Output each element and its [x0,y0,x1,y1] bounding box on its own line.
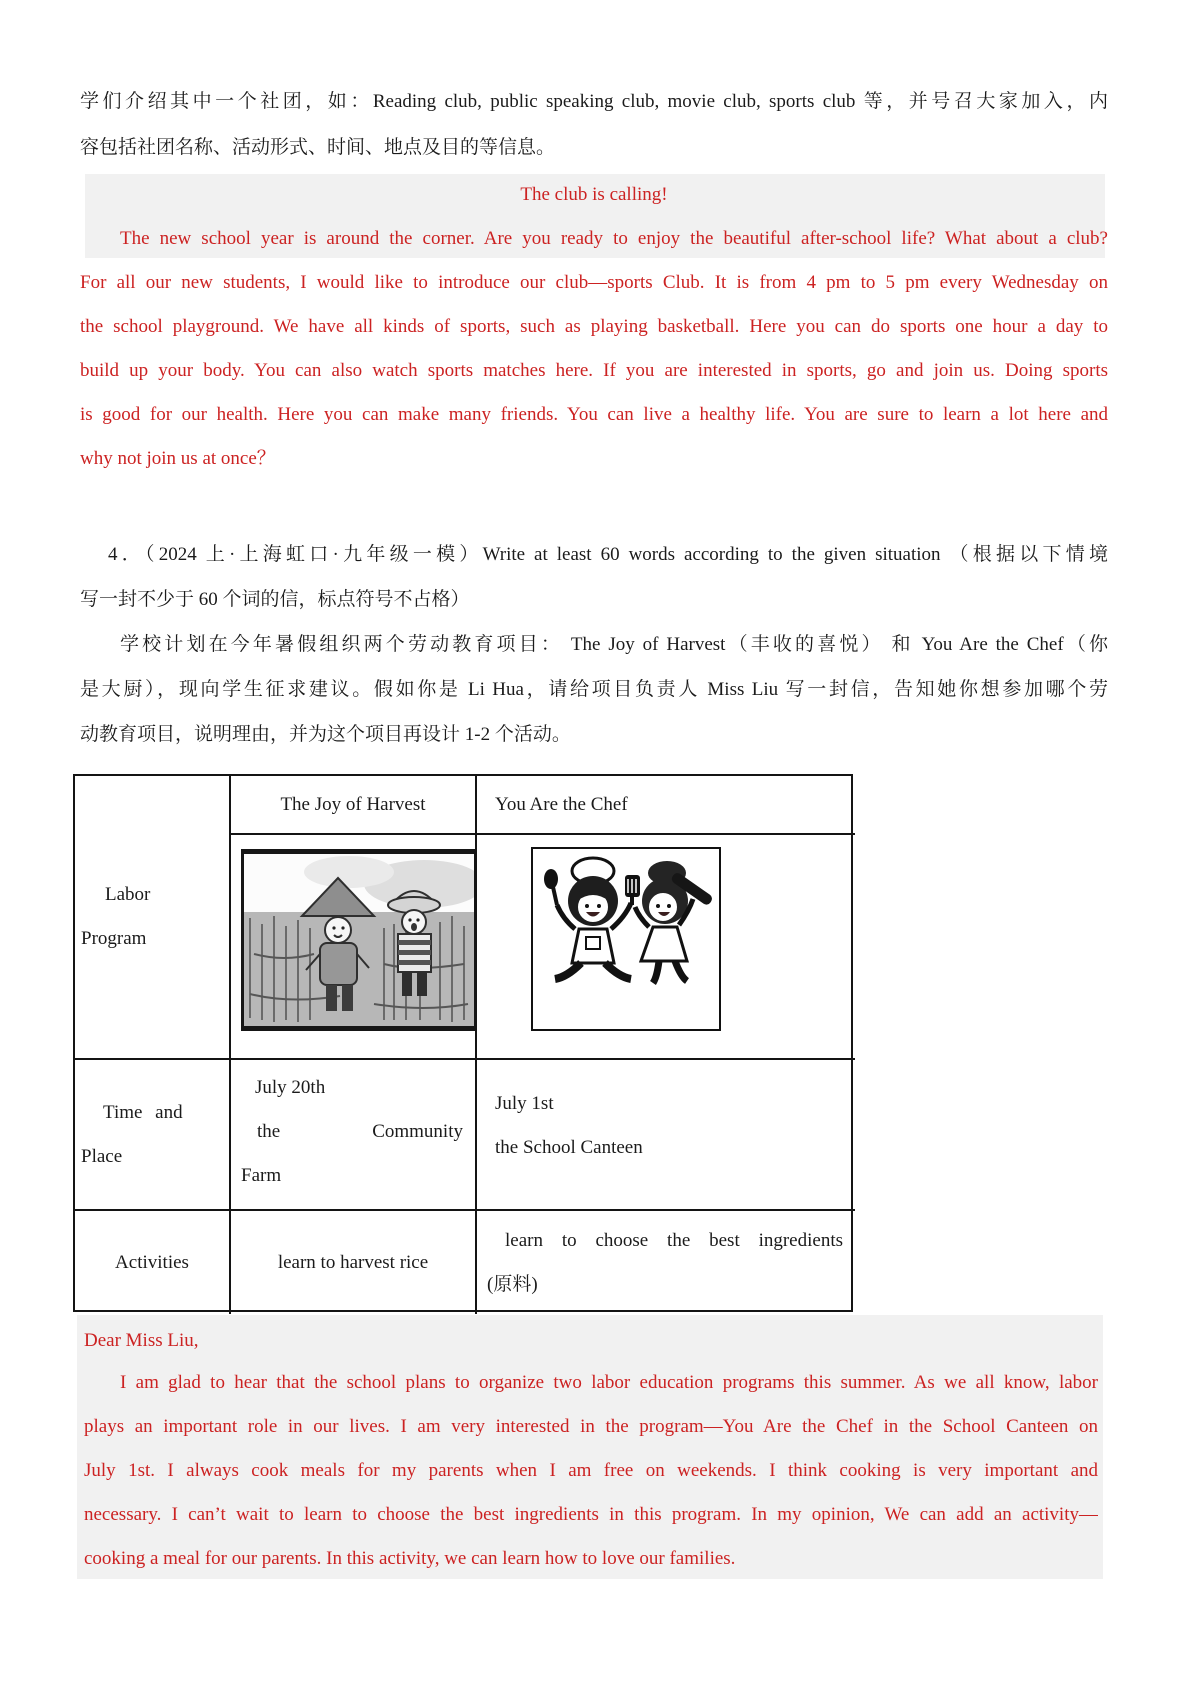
intro-line-1: 学们介绍其中一个社团，如：Reading club, public speaking club, movie club, sports club 等，并号召大家加入，内 [80,91,1108,112]
activities-chef-cell [475,1209,855,1314]
question-line: 4．（2024 上·上海虹口·九年级一模）Write at least 60 words according to the given situation （根据以下情境 [108,544,1108,565]
table-image-cell-harvest [229,833,475,1058]
letter-line: July 1st. I always cook meals for my parents when I am free on weekends. I think cooking is very important and [84,1460,1098,1481]
club-passage-line: is good for our health. Here you can make many friends. You can live a healthy life. You are sure to learn a lot here and [80,404,1108,425]
intro-line-2: 容包括社团名称、活动形式、时间、地点及目的等信息。 [80,137,556,158]
club-passage-line: build up your body. You can also watch sports matches here. If you are interested in sports, go and join us. Doing sports [80,360,1108,381]
letter-line: necessary. I can’t wait to learn to choose the best ingredients in this program. In my opinion, We can add an activity— [84,1504,1098,1525]
corner-label-line: Labor [105,884,151,905]
table-image-cell-chef [475,833,855,1058]
harvest-illustration [241,849,475,1031]
chef-kids-icon [533,849,719,1029]
club-passage-line: For all our new students, I would like to introduce our club—sports Club. It is from 4 pm to 5 pm every Wednesday on [80,272,1108,293]
labor-program-table [73,774,853,1312]
table-label-activities: Activities [75,1209,229,1314]
question-line: 动教育项目，说明理由，并为这个项目再设计 1-2 个活动。 [80,724,571,745]
question-line: 写一封不少于 60 个词的信，标点符号不占格） [80,589,470,610]
time-place-chef-line: the School Canteen [495,1137,643,1158]
letter-line: plays an important role in our lives. I am very interested in the program—You Are the Chef in the School Canteen on [84,1416,1098,1437]
activities-chef-line: learn to choose the best ingredients [505,1230,843,1251]
letter-salutation: Dear Miss Liu, [84,1330,199,1351]
time-place-chef-cell [475,1058,855,1209]
letter-line: cooking a meal for our parents. In this activity, we can learn how to love our families. [84,1548,736,1569]
time-place-label-line: Place [81,1145,123,1167]
time-place-label-line: Time and [103,1101,183,1123]
time-place-chef-line: July 1st [495,1093,554,1114]
table-corner-cell [75,776,229,1058]
club-passage-line: The new school year is around the corner. Are you ready to enjoy the beautiful after-school life? What about a club? [120,228,1108,249]
corner-label-line: Program [81,928,147,949]
letter-line: I am glad to hear that the school plans to organize two labor education programs this summer. As we all know, labor [120,1372,1098,1393]
time-place-harvest-cell [229,1058,475,1209]
table-label-time-place [75,1058,229,1209]
club-passage-line: why not join us at once？ [80,448,276,469]
harvest-field-kids-icon [244,854,474,1026]
word-community: Community [372,1121,463,1142]
time-place-harvest-line: July 20th [255,1077,326,1098]
activities-chef-line: (原料) [487,1274,538,1295]
club-passage-title: The club is calling! [520,184,668,205]
time-place-harvest-line [231,1110,475,1154]
chef-illustration [531,847,721,1031]
club-passage-line: the school playground. We have all kinds of sports, such as playing basketball. Here you can do sports one hour a day to [80,316,1108,337]
table-header-harvest: The Joy of Harvest [229,776,475,833]
question-line: 学校计划在今年暑假组织两个劳动教育项目： The Joy of Harvest（丰收的喜悦） 和 You Are the Chef（你 [120,634,1108,655]
activities-harvest-cell: learn to harvest rice [229,1209,475,1314]
word-the: the [257,1121,281,1142]
table-header-chef: You Are the Chef [475,776,855,833]
question-line: 是大厨），现向学生征求建议。假如你是 Li Hua，请给项目负责人 Miss Liu 写一封信，告知她你想参加哪个劳 [80,679,1108,700]
time-place-harvest-line: Farm [241,1165,282,1186]
